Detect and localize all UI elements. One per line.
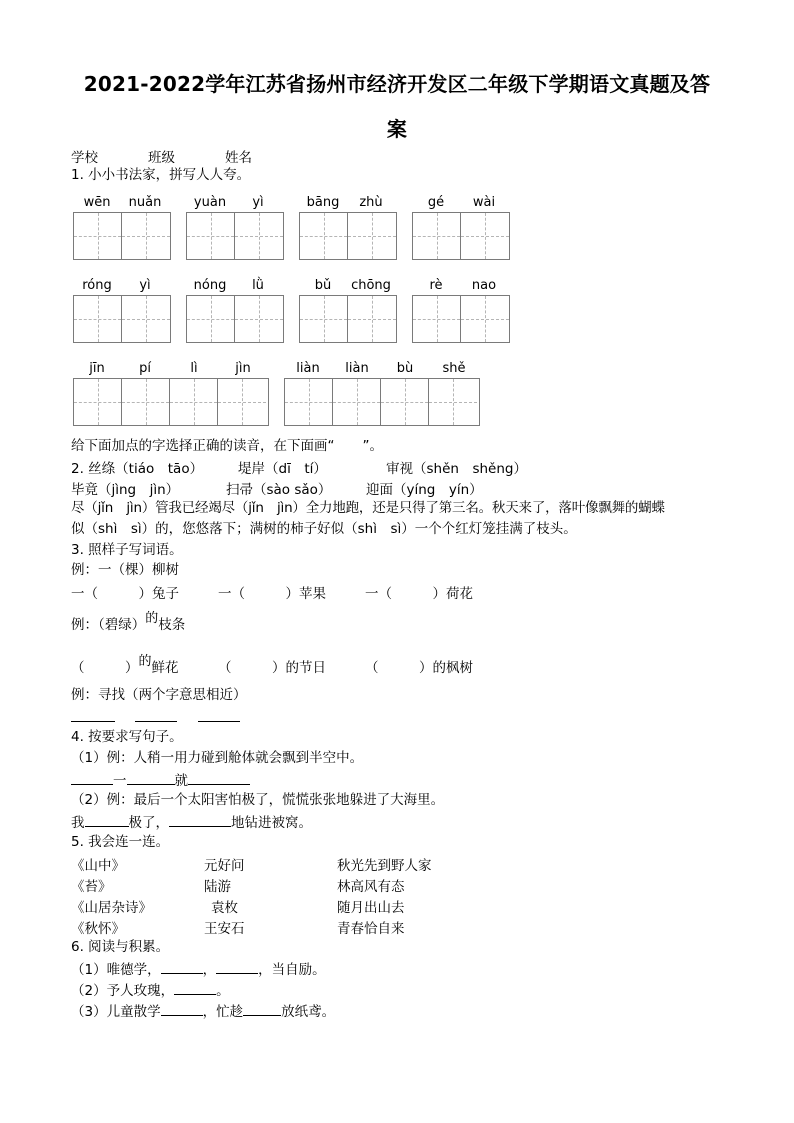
answer-blank[interactable] [216, 959, 258, 974]
writing-cell[interactable] [300, 296, 348, 342]
writing-cell[interactable] [461, 213, 509, 259]
answer-blank[interactable] [188, 770, 250, 785]
writing-cell[interactable] [187, 296, 235, 342]
pinyin: bù [396, 361, 414, 376]
writing-cell[interactable] [74, 379, 122, 425]
q5-heading: 5. 我会连一连。 [71, 834, 170, 850]
writing-cell[interactable] [300, 213, 348, 259]
writing-cell[interactable] [74, 213, 122, 259]
word-didi: 地钻进被窝。 [231, 815, 312, 831]
de-particle: 的 [138, 654, 152, 669]
name-label: 姓名 [225, 150, 252, 166]
pinyin: yì [139, 278, 151, 293]
writing-cell[interactable] [122, 379, 170, 425]
writing-cell[interactable] [285, 379, 333, 425]
pinyin: zhù [359, 195, 383, 210]
example-word: 例：（碧绿） [71, 617, 146, 633]
writing-grid[interactable] [73, 378, 269, 426]
writing-grid[interactable] [186, 295, 284, 343]
writing-cell[interactable] [74, 296, 122, 342]
q3-adjective-blank: （ ）的枫树 [365, 660, 473, 676]
q2-instruction-b: ”。 [362, 438, 383, 454]
poet-name[interactable]: 王安石 [204, 921, 245, 937]
example-noun: 枝条 [158, 617, 186, 633]
poem-title[interactable]: 《山居杂诗》 [71, 900, 152, 916]
q4-example-1: （1）例：人稍一用力碰到舱体就会飘到半空中。 [71, 750, 364, 766]
school-label: 学校 [71, 150, 98, 166]
writing-cell[interactable] [218, 379, 266, 425]
poem-title[interactable]: 《秋怀》 [71, 921, 125, 937]
pinyin: liàn [345, 361, 369, 376]
answer-blank[interactable] [161, 1001, 203, 1016]
poem-line[interactable]: 随月出山去 [337, 900, 405, 916]
q3-example-synonym: 例：寻找（两个字意思相近） [71, 687, 247, 703]
writing-cell[interactable] [122, 213, 170, 259]
pinyin: yuàn [193, 195, 227, 210]
pinyin: bāng [306, 195, 340, 210]
writing-grid[interactable] [412, 212, 510, 260]
writing-cell[interactable] [429, 379, 477, 425]
poem-line[interactable]: 青春恰自来 [337, 921, 405, 937]
answer-blank[interactable] [135, 707, 177, 726]
text-segment: 。 [216, 983, 230, 999]
poet-name[interactable]: 陆游 [204, 879, 231, 895]
q2-item: 迎面（yíng yín） [366, 482, 483, 498]
pinyin: lǜ [252, 278, 264, 293]
pinyin: bǔ [314, 278, 332, 293]
writing-cell[interactable] [348, 213, 396, 259]
poem-line[interactable]: 林高风有态 [337, 879, 405, 895]
text-segment: 放纸鸢。 [281, 1004, 336, 1020]
q1-heading: 1. 小小书法家，拼写人人夸。 [71, 167, 251, 183]
q2-passage-line2: 似（shì sì）的，您悠落下；满树的柿子好似（shì sì）一个个红灯笼挂满了枝头。 [71, 521, 577, 537]
de-particle: 的 [145, 611, 159, 626]
q4-fill-1 [71, 770, 250, 790]
pinyin: wài [472, 195, 496, 210]
writing-cell[interactable] [187, 213, 235, 259]
answer-blank[interactable] [243, 1001, 281, 1016]
writing-grid[interactable] [73, 295, 171, 343]
poet-name[interactable]: 袁枚 [211, 900, 238, 916]
q3-adjective-blank [71, 656, 179, 676]
pinyin: róng [82, 278, 112, 293]
pinyin: nao [471, 278, 497, 293]
pinyin: nuǎn [128, 195, 162, 210]
word-jile: 极了， [128, 815, 169, 831]
answer-blank[interactable] [198, 707, 240, 726]
pinyin: yì [252, 195, 264, 210]
writing-cell[interactable] [413, 296, 461, 342]
answer-blank[interactable] [174, 980, 216, 995]
writing-cell[interactable] [413, 213, 461, 259]
pinyin: jīn [89, 361, 105, 376]
q6-item-2 [71, 980, 230, 1000]
pinyin: jìn [235, 361, 251, 376]
writing-cell[interactable] [333, 379, 381, 425]
writing-grid[interactable] [186, 212, 284, 260]
pinyin: gé [427, 195, 445, 210]
word-yi: 一 [113, 773, 127, 789]
text-segment: ，当自励。 [258, 962, 326, 978]
pinyin: nóng [193, 278, 227, 293]
class-label: 班级 [148, 150, 175, 166]
q2-item: 堤岸（dī tí） [238, 461, 327, 477]
q4-heading: 4. 按要求写句子。 [71, 729, 183, 745]
document-title: 2021-2022学年江苏省扬州市经济开发区二年级下学期语文真题及答 [83, 72, 711, 96]
q6-item-1 [71, 959, 326, 979]
writing-cell[interactable] [461, 296, 509, 342]
q3-example-measure: 例：一（棵）柳树 [71, 562, 179, 578]
blank-noun: 鲜花 [151, 660, 179, 676]
document-title-continued: 案 [386, 117, 408, 141]
answer-blank[interactable] [85, 812, 129, 827]
q2-item: 扫帚（sào sǎo） [226, 482, 332, 498]
q2-item: 2. 丝绦（tiáo tāo） [71, 461, 204, 477]
pinyin: liàn [296, 361, 320, 376]
writing-cell[interactable] [235, 296, 283, 342]
q2-item: 毕竟（jìng jìn） [71, 482, 180, 498]
q3-heading: 3. 照样子写词语。 [71, 542, 183, 558]
pinyin: rè [429, 278, 443, 293]
writing-grid[interactable] [284, 378, 480, 426]
writing-grid[interactable] [299, 212, 397, 260]
text-segment: （3）儿童散学 [71, 1004, 161, 1020]
pinyin: pí [139, 361, 151, 376]
q2-instruction-a: 给下面加点的字选择正确的读音，在下面画“ [71, 438, 335, 454]
answer-blank[interactable] [169, 812, 231, 827]
word-jiu: 就 [174, 773, 188, 789]
writing-grid[interactable] [73, 212, 171, 260]
writing-grid[interactable] [412, 295, 510, 343]
q6-item-3 [71, 1001, 335, 1021]
word-wo: 我 [71, 815, 85, 831]
writing-cell[interactable] [122, 296, 170, 342]
writing-cell[interactable] [348, 296, 396, 342]
q2-item: 审视（shěn shěng） [386, 461, 527, 477]
q4-fill-2 [71, 812, 312, 832]
writing-cell[interactable] [235, 213, 283, 259]
poem-title[interactable]: 《山中》 [71, 858, 125, 874]
poet-name[interactable]: 元好问 [204, 858, 245, 874]
q3-measure-blank: 一（ ）荷花 [365, 586, 473, 602]
pinyin: chōng [351, 278, 391, 293]
q2-instruction [71, 437, 383, 455]
answer-blank[interactable] [71, 707, 115, 726]
poem-line[interactable]: 秋光先到野人家 [337, 858, 432, 874]
q2-passage-line1: 尽（jǐn jìn）管我已经竭尽（jǐn jìn）全力地跑，还是只得了第三名。秋天来了，落叶像飘舞的蝴蝶 [71, 500, 665, 516]
pinyin: lì [190, 361, 198, 376]
writing-grid[interactable] [299, 295, 397, 343]
text-segment: ， [202, 962, 217, 978]
answer-blank[interactable] [71, 770, 113, 785]
q3-example-adjective [71, 611, 186, 635]
writing-cell[interactable] [381, 379, 429, 425]
text-segment: （1）唯德学， [71, 962, 161, 978]
poem-title[interactable]: 《苔》 [71, 879, 112, 895]
q3-adjective-blank: （ ）的节日 [218, 660, 326, 676]
pinyin: wēn [83, 195, 111, 210]
q6-heading: 6. 阅读与积累。 [71, 939, 170, 955]
q4-example-2: （2）例：最后一个太阳害怕极了，慌慌张张地躲进了大海里。 [71, 792, 445, 808]
q3-measure-blank: 一（ ）兔子 [71, 586, 179, 602]
pinyin: shě [442, 361, 466, 376]
writing-cell[interactable] [170, 379, 218, 425]
blank-paren: （ ） [71, 660, 139, 676]
answer-blank[interactable] [127, 770, 175, 785]
text-segment: （2）予人玫瑰， [71, 983, 175, 999]
text-segment: ，忙趁 [202, 1004, 244, 1020]
answer-blank[interactable] [161, 959, 203, 974]
q3-measure-blank: 一（ ）苹果 [218, 586, 326, 602]
